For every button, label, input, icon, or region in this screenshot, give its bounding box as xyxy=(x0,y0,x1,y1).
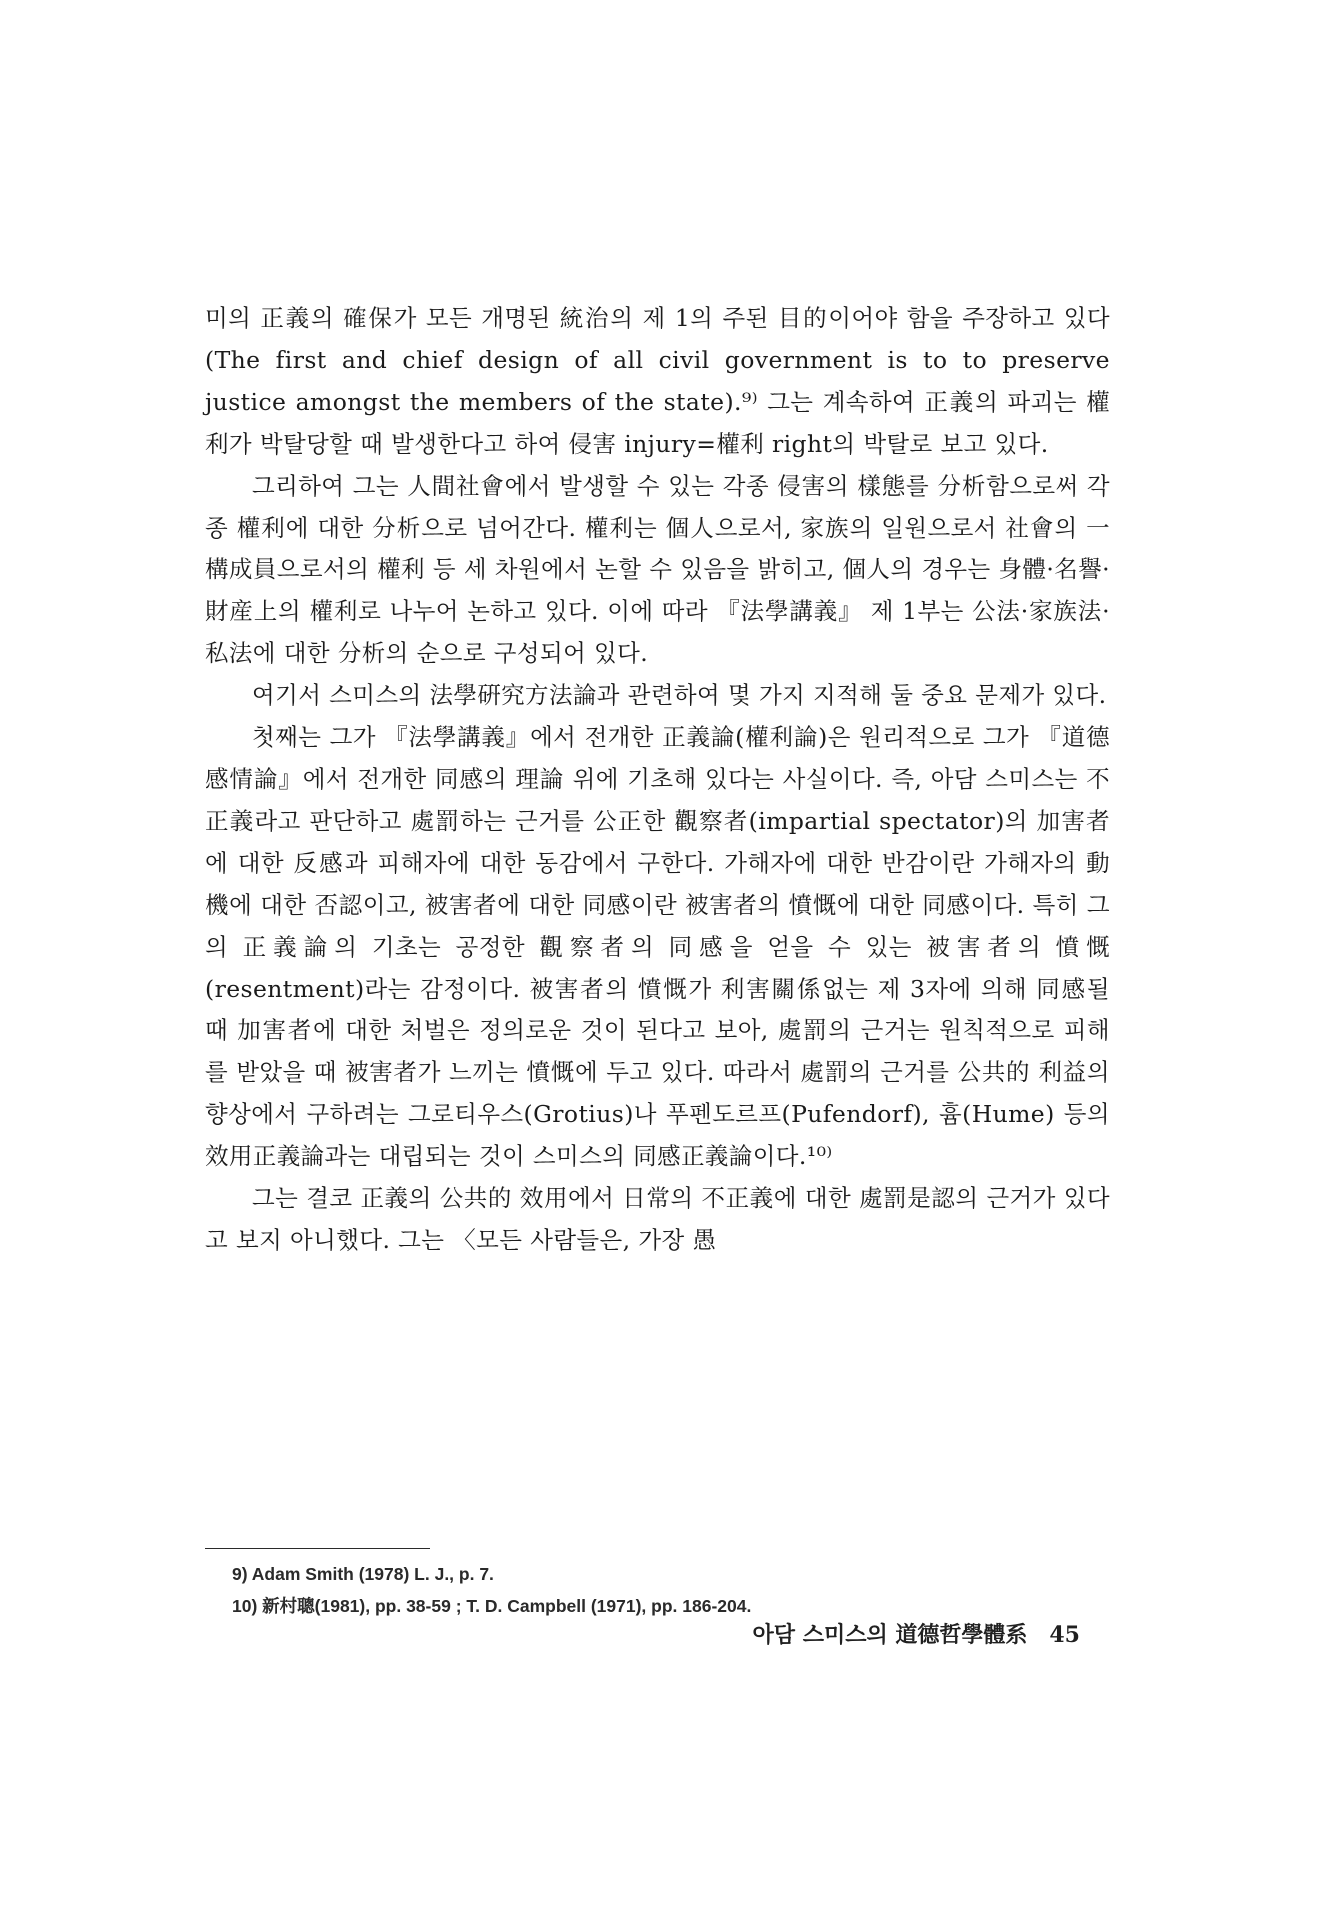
paragraph-1: 미의 正義의 確保가 모든 개명된 統治의 제 1의 주된 目的이어야 함을 주장하고 있다(The first and chief design of all civil government is to to preserve justice amongst the members of the state).⁹⁾ 그는 계속하여 正義의 파괴는 權利가 박탈당할 때 발생한다고 하여 侵害 injury=權利 right의 박탈로 보고 있다. xyxy=(205,304,1110,458)
paragraph-4: 첫째는 그가 『法學講義』에서 전개한 正義論(權利論)은 원리적으로 그가 『道德感情論』에서 전개한 同感의 理論 위에 기초해 있다는 사실이다. 즉, 아담 스미스는 不正義라고 판단하고 處罰하는 근거를 公正한 觀察者(impartial spectator)의 加害者에 대한 反感과 피해자에 대한 동감에서 구한다. 가해자에 대한 반감이란 가해자의 動機에 대한 否認이고, 被害者에 대한 同感이란 被害者의 憤慨에 대한 同感이다. 특히 그의 正義論의 기초는 공정한 觀察者의 同感을 얻을 수 있는 被害者의 憤慨(resentment)라는 감정이다. 被害者의 憤慨가 利害關係없는 제 3자에 의해 同感될 때 加害者에 대한 처벌은 정의로운 것이 된다고 보아, 處罰의 근거는 원칙적으로 피해를 받았을 때 被害者가 느끼는 憤慨에 두고 있다. 따라서 處罰의 근거를 公共的 利益의 향상에서 구하려는 그로티우스(Grotius)나 푸펜도르프(Pufendorf), 흄(Hume) 등의 效用正義論과는 대립되는 것이 스미스의 同感正義論이다.¹⁰⁾ xyxy=(205,723,1110,1171)
footnotes xyxy=(232,1558,1092,1622)
paragraph-2: 그리하여 그는 人間社會에서 발생할 수 있는 각종 侵害의 樣態를 分析함으로써 각종 權利에 대한 分析으로 넘어간다. 權利는 個人으로서, 家族의 일원으로서 社會의 一構成員으로서의 權利 등 세 차원에서 논할 수 있음을 밝히고, 個人의 경우는 身體·名譽·財産上의 權利로 나누어 논하고 있다. 이에 따라 『法學講義』 제 1부는 公法·家族法·私法에 대한 分析의 순으로 구성되어 있다. xyxy=(205,471,1110,668)
running-footer xyxy=(680,1618,1080,1649)
paragraph-3: 여기서 스미스의 法學硏究方法論과 관련하여 몇 가지 지적해 둘 중요 문제가 있다. xyxy=(252,681,1107,710)
page-number: 45 xyxy=(1049,1622,1080,1648)
footnote-divider xyxy=(205,1548,430,1549)
body-text xyxy=(205,298,1110,1262)
paragraph-5: 그는 결코 正義의 公共的 效用에서 日常의 不正義에 대한 處罰是認의 근거가 있다고 보지 아니했다. 그는 〈모든 사람들은, 가장 愚 xyxy=(205,1184,1110,1254)
running-footer-title: 아담 스미스의 道德哲學體系 xyxy=(752,1622,1028,1648)
footnote-10: 10) 新村聰(1981), pp. 38-59 ; T. D. Campbell (1971), pp. 186-204. xyxy=(232,1596,752,1616)
footnote-9: 9) Adam Smith (1978) L. J., p. 7. xyxy=(232,1564,494,1584)
